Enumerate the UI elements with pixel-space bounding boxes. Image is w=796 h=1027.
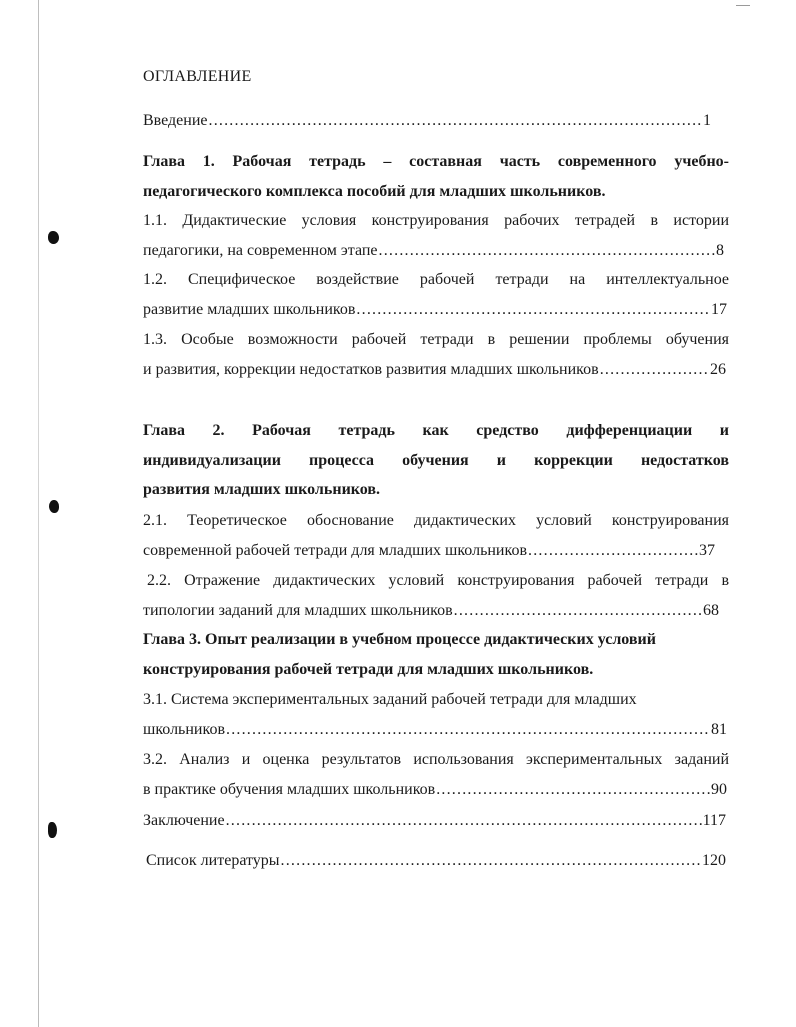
ink-blot xyxy=(48,231,59,244)
toc-entry-conclusion xyxy=(143,806,726,836)
scan-margin-line xyxy=(38,0,39,1027)
toc-entry-1-2 xyxy=(143,265,729,324)
chapter-title-line: Глава 3. Опыт реализации в учебном процессе дидактических условий xyxy=(143,631,656,648)
chapter-3-title xyxy=(143,625,717,684)
entry-label: развитие младших школьников xyxy=(143,300,356,318)
entry-page-number: 120 xyxy=(702,852,726,869)
leader-dots xyxy=(379,236,715,266)
chapter-title-line: развития младших школьников. xyxy=(143,481,381,498)
toc-entry-3-1 xyxy=(143,685,729,744)
entry-line: 3.2. Анализ и оценка результатов использования экспериментальных заданий xyxy=(143,751,729,768)
leader-dots xyxy=(226,715,710,745)
ink-blot xyxy=(48,822,57,838)
leader-dots xyxy=(226,806,702,836)
entry-label: типологии заданий для младших школьников xyxy=(143,601,453,619)
toc-entry-1-3 xyxy=(143,325,729,384)
entry-page-number: 8 xyxy=(716,241,724,259)
leader-dots xyxy=(356,295,710,325)
chapter-2-title xyxy=(143,416,729,505)
toc-heading: ОГЛАВЛЕНИЕ xyxy=(143,68,252,85)
toc-entry-3-2 xyxy=(143,745,729,804)
ink-blot xyxy=(49,500,59,513)
scan-corner-mark xyxy=(736,5,750,6)
entry-page-number: 17 xyxy=(711,300,727,318)
entry-line: 1.1. Дидактические условия конструирования рабочих тетрадей в истории xyxy=(143,212,729,229)
leader-dots xyxy=(209,106,703,136)
leader-dots xyxy=(454,596,702,626)
entry-page-number: 1 xyxy=(703,112,711,129)
entry-label: Введение xyxy=(143,112,208,129)
entry-page-number: 90 xyxy=(711,780,727,798)
entry-label: и развития, коррекции недостатков развития младших школьников xyxy=(143,360,599,378)
entry-line: 2.1. Теоретическое обоснование дидактических условий конструирования xyxy=(143,512,729,529)
entry-label: современной рабочей тетради для младших школьников xyxy=(143,541,528,559)
chapter-title-line: индивидуализации процесса обучения и коррекции недостатков xyxy=(143,451,729,469)
leader-dots xyxy=(528,536,698,566)
entry-label: педагогики, на современном этапе xyxy=(143,241,378,259)
entry-label: в практике обучения младших школьников xyxy=(143,780,436,798)
entry-label: Список литературы xyxy=(146,852,280,869)
chapter-title-line: Глава 2. Рабочая тетрадь как средство дифференциации и xyxy=(143,422,729,439)
entry-page-number: 81 xyxy=(711,720,727,738)
toc-entry-2-1 xyxy=(143,506,729,565)
entry-page-number: 117 xyxy=(702,812,726,829)
toc-entry-references xyxy=(146,846,726,876)
chapter-1-title xyxy=(143,147,729,206)
chapter-title-line: педагогического комплекса пособий для младших школьников. xyxy=(143,182,606,200)
entry-line: 1.3. Особые возможности рабочей тетради в решении проблемы обучения xyxy=(143,331,729,348)
chapter-title-line: Глава 1. Рабочая тетрадь – составная часть современного учебно- xyxy=(143,153,729,170)
entry-page-number: 26 xyxy=(710,360,726,378)
toc-entry-2-2 xyxy=(143,566,729,625)
entry-page-number: 68 xyxy=(703,601,719,619)
leader-dots xyxy=(281,846,701,876)
chapter-title-line: конструирования рабочей тетради для младших школьников. xyxy=(143,660,594,678)
entry-page-number: 37 xyxy=(699,541,715,559)
toc-entry-1-1 xyxy=(143,206,729,265)
toc-entry-intro xyxy=(143,106,711,136)
leader-dots xyxy=(600,355,709,385)
entry-line: 1.2. Специфическое воздействие рабочей тетради на интеллектуальное xyxy=(143,271,729,288)
entry-line: 3.1. Система экспериментальных заданий рабочей тетради для младших xyxy=(143,691,637,708)
entry-line: 2.2. Отражение дидактических условий конструирования рабочей тетради в xyxy=(147,572,729,589)
entry-label: школьников xyxy=(143,720,225,738)
entry-label: Заключение xyxy=(143,812,225,829)
leader-dots xyxy=(436,775,710,805)
